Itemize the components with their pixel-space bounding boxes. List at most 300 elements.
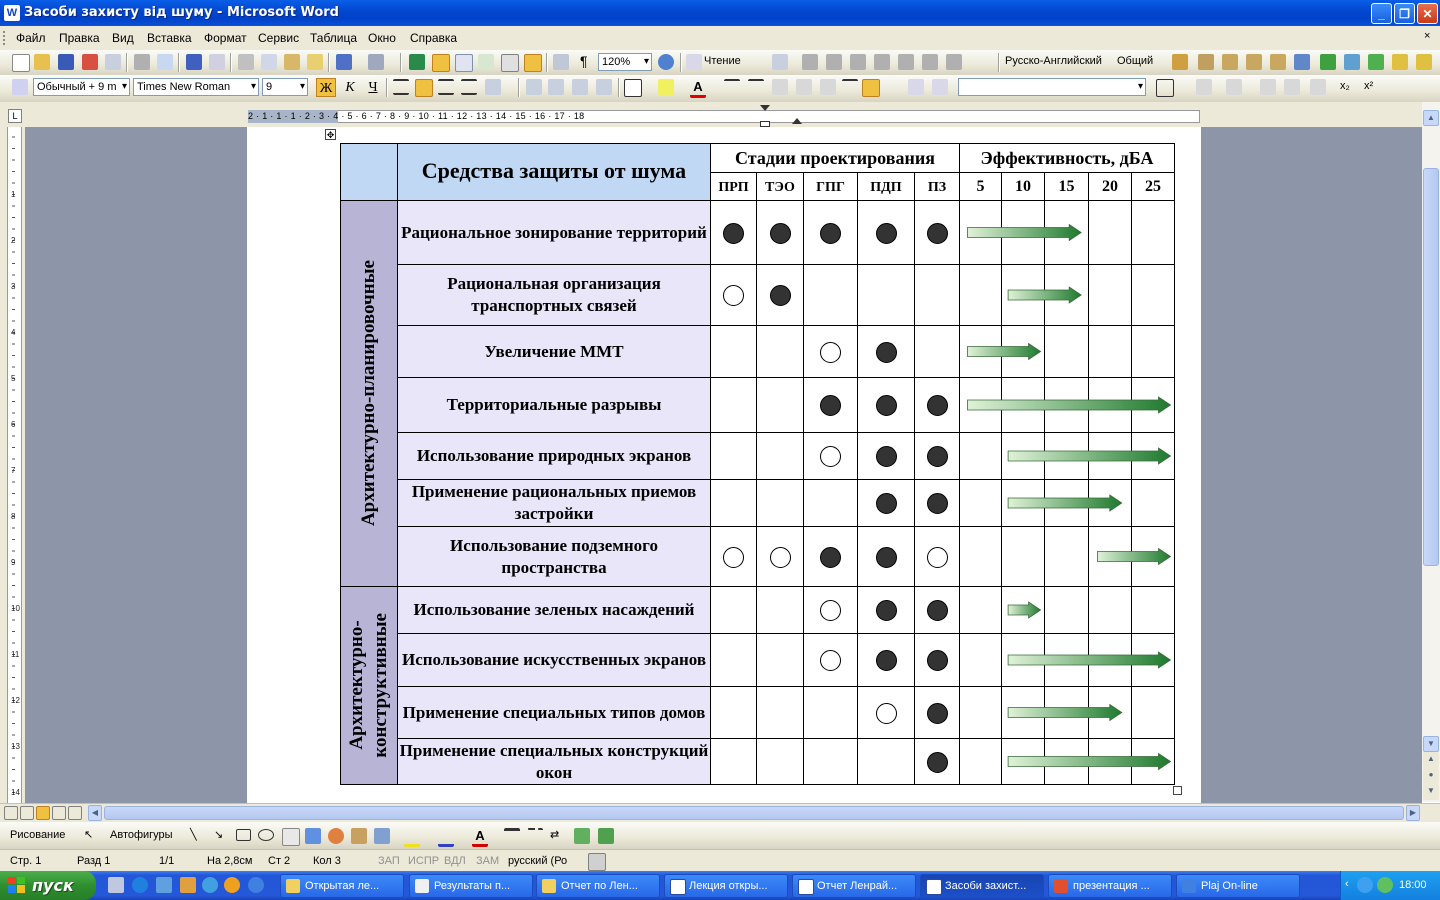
efficiency-cell-25[interactable]: [1132, 326, 1175, 378]
quicklaunch-icon-2[interactable]: [180, 877, 196, 893]
italic-button[interactable]: К: [345, 80, 355, 95]
menu-window[interactable]: Окно: [368, 31, 396, 45]
underline-button[interactable]: Ч: [368, 80, 378, 95]
table-resize-handle[interactable]: [1173, 786, 1182, 795]
efficiency-cell-10[interactable]: [1002, 378, 1045, 433]
right-indent-marker[interactable]: [792, 118, 802, 124]
normal-view-icon[interactable]: [4, 806, 18, 820]
task-button-7[interactable]: презентация ...: [1048, 874, 1172, 898]
status-track[interactable]: ИСПР: [408, 855, 440, 867]
lingvo-icon-2[interactable]: [1198, 54, 1214, 70]
merge-icon[interactable]: [1196, 79, 1212, 95]
stage-cell-ТЭО[interactable]: [757, 739, 804, 785]
styles-pane-icon[interactable]: [12, 79, 28, 95]
header-stages-title[interactable]: [711, 144, 960, 173]
format-painter-icon[interactable]: [307, 54, 323, 70]
status-extend[interactable]: ВДЛ: [444, 855, 466, 867]
outside-border-icon[interactable]: [1156, 79, 1174, 97]
border-line-select[interactable]: [958, 78, 1146, 96]
tray-icon-2[interactable]: [1377, 877, 1393, 893]
means-label-10[interactable]: [398, 687, 711, 739]
tables-borders-icon[interactable]: [432, 54, 450, 72]
hyperlink-icon[interactable]: [409, 54, 425, 70]
wordart-icon[interactable]: [305, 828, 321, 844]
word-app-icon[interactable]: W: [4, 5, 20, 21]
zoom-select[interactable]: 120% ▾: [598, 53, 652, 71]
browse-object-icon[interactable]: ●: [1423, 768, 1439, 784]
minimize-button[interactable]: _: [1371, 3, 1392, 24]
shadow-icon[interactable]: [574, 828, 590, 844]
menu-edit[interactable]: Правка: [59, 31, 100, 45]
3d-icon[interactable]: [598, 828, 614, 844]
stage-cell-ПЗ[interactable]: [915, 687, 960, 739]
save-icon[interactable]: [58, 54, 74, 70]
lingvo-icon-5[interactable]: [1270, 54, 1286, 70]
stage-cell-ПРП[interactable]: [711, 687, 757, 739]
stage-cell-ПДП[interactable]: [858, 265, 915, 326]
efficiency-cell-25[interactable]: [1132, 687, 1175, 739]
efficiency-cell-5[interactable]: [960, 527, 1002, 587]
line-style-icon-2[interactable]: [748, 79, 764, 87]
draw-font-color-icon[interactable]: A: [472, 828, 488, 847]
insert-table-icon[interactable]: [455, 54, 473, 72]
lingvo-icon-3[interactable]: [1222, 54, 1238, 70]
lingvo-icon-6[interactable]: [1294, 54, 1310, 70]
stage-cell-ТЭО[interactable]: [757, 433, 804, 480]
table-tool-icon-5[interactable]: [898, 54, 914, 70]
efficiency-tick-5[interactable]: [960, 173, 1002, 201]
align-right-icon[interactable]: [438, 79, 454, 95]
task-button-4[interactable]: Лекция откры...: [664, 874, 788, 898]
efficiency-tick-15[interactable]: [1045, 173, 1089, 201]
stage-cell-ПЗ[interactable]: [915, 433, 960, 480]
stage-cell-ТЭО[interactable]: [757, 587, 804, 634]
task-button-8[interactable]: Plaj On-line: [1176, 874, 1300, 898]
table-tool-icon-7[interactable]: [946, 54, 962, 70]
efficiency-cell-10[interactable]: [1002, 265, 1045, 326]
stage-header-4[interactable]: [858, 173, 915, 201]
table-grid-icon-2[interactable]: [820, 79, 836, 95]
stage-cell-ПРП[interactable]: [711, 587, 757, 634]
web-view-icon[interactable]: [20, 806, 34, 820]
efficiency-cell-25[interactable]: [1132, 480, 1175, 527]
arrow-icon[interactable]: ↘: [214, 829, 224, 841]
stage-cell-ГПГ[interactable]: [804, 265, 858, 326]
means-label-5[interactable]: [398, 433, 711, 480]
stage-cell-ПЗ[interactable]: [915, 201, 960, 265]
efficiency-cell-5[interactable]: [960, 201, 1002, 265]
show-formatting-icon[interactable]: ¶: [580, 53, 588, 69]
clock[interactable]: 18:00: [1399, 879, 1427, 891]
means-label-4[interactable]: [398, 378, 711, 433]
means-label-9[interactable]: [398, 634, 711, 687]
addin-icon-2[interactable]: [1344, 54, 1360, 70]
stage-cell-ГПГ[interactable]: [804, 687, 858, 739]
rectangle-icon[interactable]: [236, 829, 251, 841]
media-player-icon[interactable]: [224, 877, 240, 893]
stage-cell-ПДП[interactable]: [858, 634, 915, 687]
stage-cell-ПРП[interactable]: [711, 433, 757, 480]
status-overtype[interactable]: ЗАМ: [476, 855, 500, 867]
efficiency-cell-25[interactable]: [1132, 265, 1175, 326]
outline-view-icon[interactable]: [52, 806, 66, 820]
redo-icon[interactable]: [368, 54, 384, 70]
align-center-icon[interactable]: [415, 79, 433, 97]
highlight-icon[interactable]: [658, 79, 674, 95]
efficiency-cell-5[interactable]: [960, 265, 1002, 326]
efficiency-cell-20[interactable]: [1089, 480, 1132, 527]
efficiency-cell-20[interactable]: [1089, 201, 1132, 265]
columns-icon[interactable]: [501, 54, 519, 72]
efficiency-cell-15[interactable]: [1045, 433, 1089, 480]
dash-style-icon[interactable]: [527, 828, 543, 838]
table-tool-icon-1[interactable]: [802, 54, 818, 70]
stage-header-1[interactable]: [711, 173, 757, 201]
lingvo-icon-1[interactable]: [1172, 54, 1188, 70]
stage-cell-ТЭО[interactable]: [757, 265, 804, 326]
draw-menu-button[interactable]: Рисование: [10, 829, 66, 841]
means-label-11[interactable]: [398, 739, 711, 785]
efficiency-cell-10[interactable]: [1002, 739, 1045, 785]
autofit-icon[interactable]: [1310, 79, 1326, 95]
efficiency-cell-5[interactable]: [960, 634, 1002, 687]
line-spacing-icon[interactable]: [485, 79, 501, 95]
efficiency-cell-15[interactable]: [1045, 201, 1089, 265]
align-cell-icon[interactable]: [1226, 79, 1242, 95]
stage-cell-ГПГ[interactable]: [804, 634, 858, 687]
stage-cell-ПЗ[interactable]: [915, 739, 960, 785]
menu-table[interactable]: Таблица: [310, 31, 358, 45]
efficiency-cell-25[interactable]: [1132, 378, 1175, 433]
bullets-icon[interactable]: [548, 79, 564, 95]
efficiency-cell-5[interactable]: [960, 326, 1002, 378]
diagram-icon[interactable]: [328, 828, 344, 844]
efficiency-tick-25[interactable]: [1132, 173, 1175, 201]
efficiency-cell-15[interactable]: [1045, 480, 1089, 527]
efficiency-cell-10[interactable]: [1002, 201, 1045, 265]
document-map-icon[interactable]: [553, 54, 569, 70]
efficiency-cell-20[interactable]: [1089, 378, 1132, 433]
oval-icon[interactable]: [258, 829, 274, 841]
permission-icon[interactable]: [82, 54, 98, 70]
efficiency-cell-15[interactable]: [1045, 634, 1089, 687]
paste-icon[interactable]: [284, 54, 300, 70]
stage-cell-ПРП[interactable]: [711, 265, 757, 326]
means-label-3[interactable]: [398, 326, 711, 378]
picture-toolbar-icon[interactable]: [772, 54, 788, 70]
stage-cell-ПЗ[interactable]: [915, 378, 960, 433]
dictionary-dropdown[interactable]: Общий: [1117, 55, 1154, 67]
stage-cell-ПЗ[interactable]: [915, 326, 960, 378]
align-left-icon[interactable]: [393, 79, 409, 95]
spelling-icon[interactable]: [186, 54, 202, 70]
table-tool-icon-4[interactable]: [874, 54, 890, 70]
efficiency-cell-10[interactable]: [1002, 480, 1045, 527]
group-label-2[interactable]: [341, 587, 398, 785]
research-icon[interactable]: [209, 54, 225, 70]
efficiency-cell-25[interactable]: [1132, 587, 1175, 634]
stage-cell-ПДП[interactable]: [858, 527, 915, 587]
efficiency-cell-15[interactable]: [1045, 739, 1089, 785]
stage-cell-ПЗ[interactable]: [915, 634, 960, 687]
distribute-icon-1[interactable]: [1260, 79, 1276, 95]
bold-button[interactable]: Ж: [316, 78, 336, 97]
efficiency-cell-20[interactable]: [1089, 687, 1132, 739]
means-label-8[interactable]: [398, 587, 711, 634]
menu-file[interactable]: Файл: [16, 31, 46, 45]
stage-cell-ПДП[interactable]: [858, 587, 915, 634]
insert-excel-icon[interactable]: [478, 54, 494, 70]
stage-cell-ПДП[interactable]: [858, 378, 915, 433]
table-grid-icon-1[interactable]: [796, 79, 812, 95]
stage-cell-ГПГ[interactable]: [804, 527, 858, 587]
menu-insert[interactable]: Вставка: [147, 31, 192, 45]
stage-cell-ГПГ[interactable]: [804, 378, 858, 433]
line-icon[interactable]: ╲: [190, 829, 197, 841]
efficiency-cell-25[interactable]: [1132, 527, 1175, 587]
stage-cell-ПЗ[interactable]: [915, 480, 960, 527]
stage-header-5[interactable]: [915, 173, 960, 201]
show-desktop-icon[interactable]: [108, 877, 124, 893]
efficiency-cell-5[interactable]: [960, 587, 1002, 634]
status-rec[interactable]: ЗАП: [378, 855, 400, 867]
scroll-left-button[interactable]: ◀: [88, 805, 102, 821]
help-close-icon[interactable]: ×: [1424, 30, 1431, 42]
stage-cell-ГПГ[interactable]: [804, 326, 858, 378]
header-means-title[interactable]: [398, 144, 711, 201]
efficiency-cell-20[interactable]: [1089, 527, 1132, 587]
menu-format[interactable]: Формат: [204, 31, 247, 45]
scroll-thumb[interactable]: [1423, 168, 1439, 566]
efficiency-cell-5[interactable]: [960, 480, 1002, 527]
new-document-icon[interactable]: [12, 54, 30, 72]
efficiency-cell-5[interactable]: [960, 739, 1002, 785]
close-button[interactable]: ✕: [1417, 3, 1438, 24]
stage-cell-ПДП[interactable]: [858, 480, 915, 527]
efficiency-cell-10[interactable]: [1002, 634, 1045, 687]
stage-cell-ТЭО[interactable]: [757, 687, 804, 739]
stage-cell-ПДП[interactable]: [858, 687, 915, 739]
table-tool-icon-6[interactable]: [922, 54, 938, 70]
autoshapes-menu-button[interactable]: Автофигуры: [110, 829, 173, 841]
task-button-5[interactable]: Отчет Ленрай...: [792, 874, 916, 898]
stage-cell-ГПГ[interactable]: [804, 739, 858, 785]
means-label-1[interactable]: [398, 201, 711, 265]
undo-icon[interactable]: [336, 54, 352, 70]
picture-icon[interactable]: [374, 828, 390, 844]
arrow-style-icon[interactable]: ⇄: [550, 829, 560, 841]
copy-icon[interactable]: [261, 54, 277, 70]
task-button-3[interactable]: Отчет по Лен...: [536, 874, 660, 898]
stage-cell-ГПГ[interactable]: [804, 201, 858, 265]
cut-icon[interactable]: [238, 54, 254, 70]
select-objects-icon[interactable]: ↖: [84, 829, 94, 841]
reviewing-icon-1[interactable]: [908, 79, 924, 95]
group-label-1[interactable]: [341, 201, 398, 587]
distribute-icon-2[interactable]: [1284, 79, 1300, 95]
line-style-icon[interactable]: [504, 828, 520, 839]
task-button-1[interactable]: Открытая ле...: [280, 874, 404, 898]
efficiency-cell-25[interactable]: [1132, 739, 1175, 785]
fill-color-icon[interactable]: [404, 828, 420, 847]
increase-indent-icon[interactable]: [596, 79, 612, 95]
stage-cell-ТЭО[interactable]: [757, 378, 804, 433]
efficiency-cell-25[interactable]: [1132, 201, 1175, 265]
menu-help[interactable]: Справка: [410, 31, 458, 45]
text-box-icon[interactable]: [282, 828, 300, 846]
stage-cell-ГПГ[interactable]: [804, 587, 858, 634]
read-mode-button[interactable]: Чтение: [704, 55, 741, 67]
borders-icon[interactable]: [624, 79, 642, 97]
drawing-toggle-icon[interactable]: [524, 54, 542, 72]
restore-button[interactable]: ❐: [1394, 3, 1415, 24]
stage-cell-ПДП[interactable]: [858, 739, 915, 785]
efficiency-cell-20[interactable]: [1089, 739, 1132, 785]
stage-cell-ПРП[interactable]: [711, 326, 757, 378]
quicklaunch-icon-1[interactable]: [156, 877, 172, 893]
header-efficiency-title[interactable]: [960, 144, 1175, 173]
stage-cell-ПРП[interactable]: [711, 378, 757, 433]
efficiency-cell-15[interactable]: [1045, 687, 1089, 739]
task-button-2[interactable]: Результаты п...: [409, 874, 533, 898]
efficiency-cell-20[interactable]: [1089, 326, 1132, 378]
font-select[interactable]: Times New Roman ▾: [133, 78, 259, 96]
means-label-7[interactable]: [398, 527, 711, 587]
stage-cell-ПРП[interactable]: [711, 480, 757, 527]
stage-header-3[interactable]: [804, 173, 858, 201]
tray-icon-1[interactable]: [1357, 877, 1373, 893]
stage-cell-ТЭО[interactable]: [757, 326, 804, 378]
efficiency-cell-15[interactable]: [1045, 527, 1089, 587]
horizontal-scroll-thumb[interactable]: [104, 806, 1404, 820]
clipart-icon[interactable]: [351, 828, 367, 844]
quicklaunch-icon-3[interactable]: [202, 877, 218, 893]
efficiency-cell-15[interactable]: [1045, 326, 1089, 378]
scroll-down-button[interactable]: ▼: [1423, 736, 1439, 752]
decrease-indent-icon[interactable]: [572, 79, 588, 95]
stage-cell-ПДП[interactable]: [858, 201, 915, 265]
font-color-icon[interactable]: A: [690, 79, 706, 98]
efficiency-cell-10[interactable]: [1002, 433, 1045, 480]
justify-icon[interactable]: [461, 79, 477, 95]
read-mode-icon[interactable]: [686, 54, 702, 70]
menu-tools[interactable]: Сервис: [258, 31, 300, 45]
lingvo-icon-4[interactable]: [1246, 54, 1262, 70]
stage-cell-ГПГ[interactable]: [804, 433, 858, 480]
vertical-scrollbar[interactable]: [1422, 102, 1440, 802]
stage-cell-ПРП[interactable]: [711, 527, 757, 587]
efficiency-cell-20[interactable]: [1089, 265, 1132, 326]
line-color-icon[interactable]: [438, 828, 454, 847]
formula-icon[interactable]: [772, 79, 788, 95]
stage-cell-ТЭО[interactable]: [757, 527, 804, 587]
quicklaunch-icon-4[interactable]: [248, 877, 264, 893]
efficiency-tick-20[interactable]: [1089, 173, 1132, 201]
first-line-indent-marker[interactable]: [760, 105, 770, 111]
stage-cell-ГПГ[interactable]: [804, 480, 858, 527]
menu-grip[interactable]: [3, 31, 8, 45]
table-move-handle-icon[interactable]: ✥: [326, 130, 335, 140]
scroll-up-button[interactable]: ▲: [1423, 110, 1439, 126]
menu-view[interactable]: Вид: [112, 31, 134, 45]
style-select[interactable]: Обычный + 9 m ▾: [33, 78, 130, 96]
reviewing-icon-2[interactable]: [932, 79, 948, 95]
stage-cell-ПРП[interactable]: [711, 739, 757, 785]
spelling-status-icon[interactable]: [588, 853, 606, 871]
task-button-6-active[interactable]: Засоби захист...: [920, 874, 1044, 898]
means-label-2[interactable]: [398, 265, 711, 326]
table-tool-icon-2[interactable]: [826, 54, 842, 70]
efficiency-cell-15[interactable]: [1045, 378, 1089, 433]
efficiency-cell-10[interactable]: [1002, 326, 1045, 378]
stage-cell-ТЭО[interactable]: [757, 634, 804, 687]
efficiency-tick-10[interactable]: [1002, 173, 1045, 201]
table-tool-icon-3[interactable]: [850, 54, 866, 70]
print-icon[interactable]: [134, 54, 150, 70]
border-color-icon[interactable]: [862, 79, 880, 97]
addin-icon-5[interactable]: [1416, 54, 1432, 70]
stage-cell-ПЗ[interactable]: [915, 527, 960, 587]
stage-cell-ПЗ[interactable]: [915, 587, 960, 634]
email-icon[interactable]: [105, 54, 121, 70]
next-page-icon[interactable]: ▼: [1423, 784, 1439, 800]
efficiency-cell-25[interactable]: [1132, 634, 1175, 687]
ie-quick-icon[interactable]: [132, 877, 148, 893]
subscript-icon[interactable]: x₂: [1340, 80, 1350, 92]
efficiency-cell-10[interactable]: [1002, 527, 1045, 587]
superscript-icon[interactable]: x²: [1364, 80, 1374, 92]
font-size-select[interactable]: 9 ▾: [262, 78, 308, 96]
efficiency-cell-10[interactable]: [1002, 587, 1045, 634]
print-preview-icon[interactable]: [157, 54, 173, 70]
efficiency-cell-20[interactable]: [1089, 587, 1132, 634]
scroll-right-button[interactable]: ▶: [1406, 805, 1420, 821]
start-button[interactable]: [0, 871, 96, 900]
efficiency-cell-15[interactable]: [1045, 265, 1089, 326]
stage-cell-ТЭО[interactable]: [757, 201, 804, 265]
line-weight-icon[interactable]: [842, 79, 858, 87]
stage-cell-ПЗ[interactable]: [915, 265, 960, 326]
reading-view-icon[interactable]: [68, 806, 82, 820]
header-group-corner[interactable]: [341, 144, 398, 201]
line-style-icon-1[interactable]: [724, 79, 740, 87]
stage-cell-ТЭО[interactable]: [757, 480, 804, 527]
efficiency-cell-15[interactable]: [1045, 587, 1089, 634]
efficiency-cell-25[interactable]: [1132, 433, 1175, 480]
efficiency-cell-10[interactable]: [1002, 687, 1045, 739]
stage-header-2[interactable]: [757, 173, 804, 201]
addin-icon-3[interactable]: [1368, 54, 1384, 70]
print-layout-view-icon[interactable]: [36, 806, 50, 820]
addin-icon-4[interactable]: [1392, 54, 1408, 70]
status-language[interactable]: русский (Ро: [508, 855, 568, 867]
previous-page-icon[interactable]: ▲: [1423, 752, 1439, 768]
open-folder-icon[interactable]: [34, 54, 50, 70]
efficiency-cell-5[interactable]: [960, 433, 1002, 480]
efficiency-cell-20[interactable]: [1089, 634, 1132, 687]
means-label-6[interactable]: [398, 480, 711, 527]
numbering-icon[interactable]: [526, 79, 542, 95]
stage-cell-ПРП[interactable]: [711, 201, 757, 265]
addin-icon-1[interactable]: [1320, 54, 1336, 70]
stage-cell-ПДП[interactable]: [858, 433, 915, 480]
stage-cell-ПРП[interactable]: [711, 634, 757, 687]
efficiency-cell-5[interactable]: [960, 687, 1002, 739]
efficiency-cell-5[interactable]: [960, 378, 1002, 433]
efficiency-cell-20[interactable]: [1089, 433, 1132, 480]
stage-cell-ПДП[interactable]: [858, 326, 915, 378]
translate-dropdown[interactable]: Русско-Английский: [1005, 55, 1102, 67]
